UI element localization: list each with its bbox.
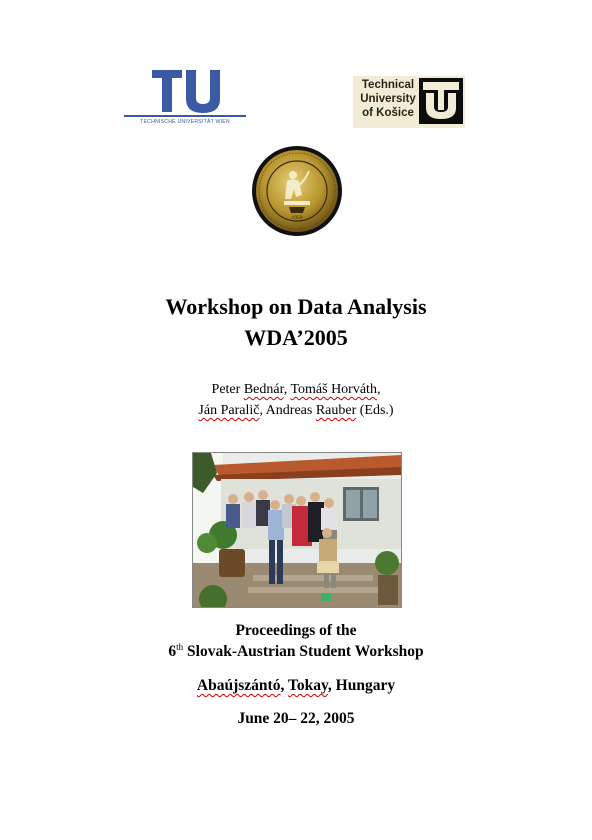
tu-kosice-line2: University	[360, 93, 416, 105]
tu-wien-caption: TECHNISCHE UNIVERSITÄT WIEN	[140, 119, 230, 125]
author-surname-bednar: Bednár	[243, 382, 284, 397]
workshop-ordinal-suffix: th	[176, 642, 184, 652]
group-photo[interactable]	[193, 453, 401, 607]
page-title-line1: Workshop on Data Analysis	[165, 294, 427, 319]
authors-line2	[0, 403, 592, 419]
author-text: Peter	[211, 382, 244, 397]
tu-kosice-line3: of Košice	[362, 107, 414, 119]
proceedings-line2	[0, 642, 592, 661]
location-country: , Hungary	[327, 677, 396, 694]
author-separator: ,	[376, 382, 381, 397]
tu-kosice-name	[356, 78, 420, 120]
location-region: Tokay	[287, 677, 328, 694]
tu-kosice-emblem-icon	[419, 78, 463, 124]
authors-line1	[0, 382, 592, 398]
workshop-dates: June 20– 22, 2005	[237, 710, 355, 727]
author-text: , Andreas	[259, 403, 316, 418]
workshop-ordinal: 6	[168, 643, 177, 661]
author-name-horvath: Tomáš Horváth	[290, 382, 377, 397]
tu-wien-logo	[124, 70, 246, 130]
tu-kosice-line1: Technical	[361, 79, 415, 91]
group-photo-image	[193, 453, 401, 607]
location-town: Abaújszántó	[196, 677, 281, 694]
seal-icon	[251, 145, 343, 237]
proceedings-line1: Proceedings of the	[235, 622, 357, 639]
tu-wien-letters-icon	[150, 70, 220, 114]
author-surname-rauber: Rauber	[315, 403, 357, 418]
page-title-line2: WDA’2005	[244, 325, 348, 350]
location-line	[0, 677, 592, 695]
seal-year: 1959	[291, 215, 303, 221]
tu-wien-underline	[124, 115, 246, 117]
editors-note: (Eds.)	[356, 403, 394, 418]
location-separator: ,	[280, 677, 288, 694]
author-name-paralic: Ján Paralič	[198, 403, 260, 418]
tu-kosice-logo	[353, 76, 465, 128]
university-seal	[251, 145, 343, 237]
workshop-name: Slovak-Austrian Student Workshop	[183, 643, 424, 661]
author-separator: ,	[283, 382, 291, 397]
